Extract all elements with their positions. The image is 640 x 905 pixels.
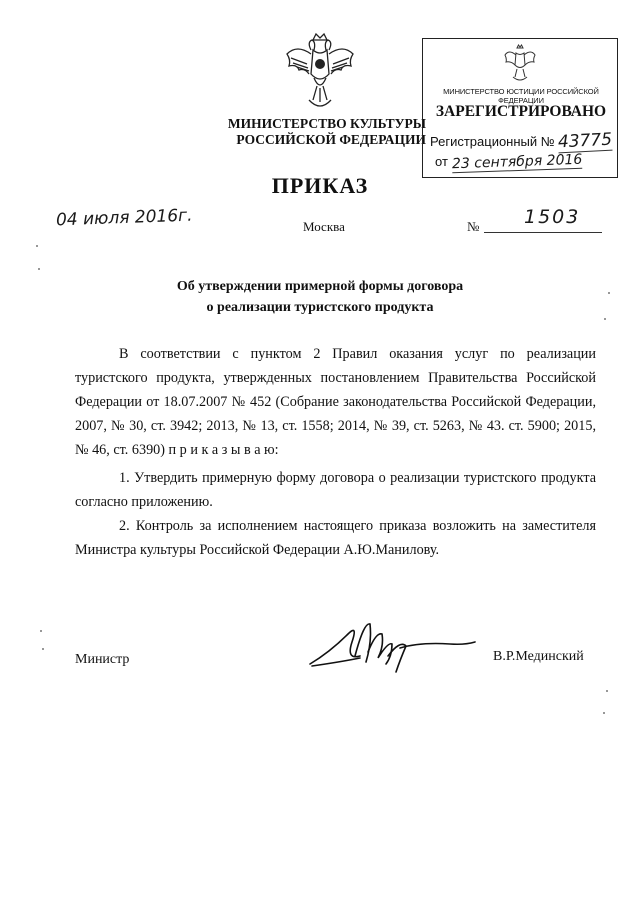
document-title: ПРИКАЗ bbox=[271, 173, 369, 198]
subject-line-2: о реализации туристского продукта bbox=[206, 300, 434, 315]
order-subject bbox=[0, 276, 640, 318]
signatory-name: В.Р.Мединский bbox=[493, 649, 584, 664]
ministry-line-2: РОССИЙСКОЙ ФЕДЕРАЦИИ bbox=[236, 132, 426, 147]
signatory-title: Министр bbox=[75, 652, 130, 667]
order-item-1: 1. Утвердить примерную форму договора о реализации туристского продукта согласно приложению. bbox=[75, 470, 596, 510]
registration-stamp bbox=[422, 38, 618, 178]
stamp-ministry-name: МИНИСТЕРСТВО ЮСТИЦИИ РОССИЙСКОЙ ФЕДЕРАЦИИ bbox=[443, 87, 599, 105]
stamp-date-row bbox=[435, 151, 583, 173]
ministry-line-1: МИНИСТЕРСТВО КУЛЬТУРЫ bbox=[227, 116, 426, 131]
order-city: Москва bbox=[303, 219, 345, 234]
stamp-date-value: 23 сентября 2016 bbox=[451, 151, 583, 173]
scan-speck bbox=[604, 318, 606, 320]
order-date-handwritten: 04 июля 2016г. bbox=[55, 205, 193, 231]
stamp-emblem-icon bbox=[503, 43, 537, 83]
ministry-name bbox=[200, 116, 426, 148]
stamp-reg-label: Регистрационный № bbox=[430, 134, 555, 149]
stamp-registration-row bbox=[430, 131, 612, 152]
order-number-label: № bbox=[467, 219, 480, 234]
scan-speck bbox=[38, 268, 40, 270]
order-number-underline bbox=[484, 232, 602, 233]
subject-line-1: Об утверждении примерной формы договора bbox=[176, 279, 464, 294]
scan-speck bbox=[606, 690, 608, 692]
stamp-date-prefix: от bbox=[435, 154, 448, 169]
scan-speck bbox=[608, 292, 610, 294]
stamp-registered-label: ЗАРЕГИСТРИРОВАНО bbox=[435, 103, 607, 120]
order-number-handwritten: 1503 bbox=[524, 206, 581, 228]
coat-of-arms-emblem bbox=[283, 30, 357, 116]
scan-speck bbox=[36, 245, 38, 247]
preamble-paragraph: В соответствии с пунктом 2 Правил оказания услуг по реализации туристского продукта, утвержденных постановлением Правительства Российской Федерации от 18.07.2007 № 452 (Собрание законодательства Российской Федерации, 2007, № 30, ст. 3942; 2013, № 13, ст. 1558; 2014, № 39, ст. 5263, № 43. ст. 5900; 2015, № 46, ст. 6390) п р и к а з ы в а ю: bbox=[75, 346, 596, 458]
scan-speck bbox=[42, 648, 44, 650]
scan-speck bbox=[603, 712, 605, 714]
scan-speck bbox=[40, 630, 42, 632]
handwritten-signature bbox=[300, 612, 480, 682]
order-item-2: 2. Контроль за исполнением настоящего приказа возложить на заместителя Министра культуры Российской Федерации А.Ю.Манилову. bbox=[75, 518, 596, 558]
stamp-reg-number: 43775 bbox=[557, 129, 613, 153]
